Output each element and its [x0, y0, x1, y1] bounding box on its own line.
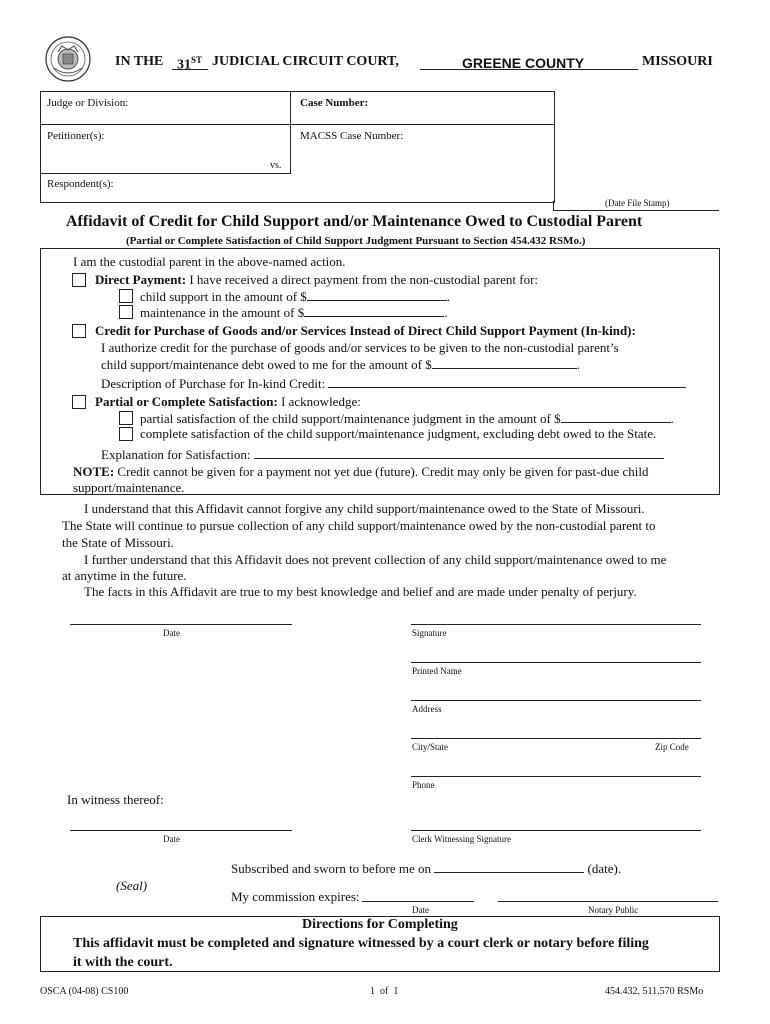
clerk-signature-label: Clerk Witnessing Signature [412, 834, 511, 844]
county-name: GREENE COUNTY [462, 55, 585, 71]
child-support-checkbox[interactable] [119, 289, 133, 303]
city-state-line[interactable] [411, 738, 701, 739]
intro-text: I am the custodial parent in the above-named action. [73, 254, 346, 269]
understand-p1a: I understand that this Affidavit cannot forgive any child support/maintenance owed to the State of Missouri. [84, 501, 645, 516]
satisfaction-checkbox[interactable] [72, 395, 86, 409]
date-file-stamp-label: (Date File Stamp) [605, 198, 670, 208]
explanation-field[interactable] [254, 446, 664, 459]
commission-date-line[interactable] [362, 901, 474, 902]
explanation-text: Explanation for Satisfaction: [101, 446, 664, 463]
complete-satisfaction-text: complete satisfaction of the child support/maintenance judgment, excluding debt owed to the State. [140, 426, 657, 441]
directions-heading: Directions for Completing [302, 917, 458, 932]
understand-p1c: the State of Missouri. [62, 535, 174, 550]
city-state-label: City/State [412, 742, 448, 752]
note-text: NOTE: Credit cannot be given for a payment not yet due (future). Credit may only be given for past-due child [73, 464, 649, 479]
maintenance-text: maintenance in the amount of $ . [140, 305, 448, 320]
header-state: MISSOURI [642, 54, 713, 69]
description-text: Description of Purchase for In-kind Credit: [101, 375, 686, 392]
signature-label: Signature [412, 628, 447, 638]
in-kind-amount-field[interactable] [432, 356, 577, 369]
partial-satisfaction-checkbox[interactable] [119, 411, 133, 425]
printed-name-line[interactable] [411, 662, 701, 663]
petitioner-label: Petitioner(s): [47, 130, 105, 142]
header-court: JUDICIAL CIRCUIT COURT, [212, 54, 399, 69]
respondent-label: Respondent(s): [47, 178, 114, 190]
witness-label: In witness thereof: [67, 792, 164, 807]
authorize-text-1: I authorize credit for the purchase of goods and/or services to be given to the non-custodial parent’s [101, 340, 619, 355]
maintenance-amount-field[interactable] [304, 304, 444, 317]
understand-p1b: The State will continue to pursue collection of any child support/maintenance owed by the non-custodial parent to [62, 518, 656, 533]
seal-label: (Seal) [116, 878, 148, 893]
vs-label: vs. [270, 160, 282, 171]
child-support-amount-field[interactable] [307, 288, 447, 301]
signature-line[interactable] [411, 624, 701, 625]
understand-p3: The facts in this Affidavit are true to my best knowledge and belief and are made under penalty of perjury. [84, 584, 637, 599]
circuit-number: 31ST [177, 55, 203, 73]
notary-line[interactable] [498, 901, 718, 902]
phone-label: Phone [412, 780, 435, 790]
maintenance-checkbox[interactable] [119, 305, 133, 319]
commission-text: My commission expires: [231, 889, 360, 904]
clerk-signature-line[interactable] [411, 830, 701, 831]
form-id: OSCA (04-08) CS100 [40, 986, 129, 997]
subscribed-text: Subscribed and sworn to before me on (date). [231, 861, 622, 876]
note-text-2: support/maintenance. [73, 480, 185, 495]
in-kind-credit-label: Credit for Purchase of Goods and/or Services Instead of Direct Child Support Payment (In-kind): [95, 323, 636, 338]
header-in-the: IN THE [115, 54, 164, 69]
date-label: Date [163, 628, 180, 638]
form-subtitle: (Partial or Complete Satisfaction of Child Support Judgment Pursuant to Section 454.432 RSMo.) [126, 235, 586, 247]
in-kind-credit-checkbox[interactable] [72, 324, 86, 338]
witness-date-label: Date [163, 834, 180, 844]
case-number-label: Case Number: [300, 97, 369, 109]
missouri-state-seal-icon [44, 34, 92, 84]
notary-label: Notary Public [588, 905, 639, 915]
child-support-text: child support in the amount of $ . [140, 289, 451, 304]
date-line[interactable] [70, 624, 292, 625]
form-title: Affidavit of Credit for Child Support and/or Maintenance Owed to Custodial Parent [66, 213, 643, 230]
address-label: Address [412, 704, 442, 714]
complete-satisfaction-checkbox[interactable] [119, 427, 133, 441]
direct-payment-checkbox[interactable] [72, 273, 86, 287]
directions-line-2: it with the court. [73, 955, 173, 970]
authorize-text-2: child support/maintenance debt owed to me for the amount of $ . [101, 357, 580, 372]
directions-line-1: This affidavit must be completed and signature witnessed by a court clerk or notary before filing [73, 936, 649, 951]
printed-name-label: Printed Name [412, 666, 462, 676]
page-number: 1 of 1 [370, 986, 399, 997]
witness-date-line[interactable] [70, 830, 292, 831]
phone-line[interactable] [411, 776, 701, 777]
description-field[interactable] [328, 375, 686, 388]
satisfaction-text: Partial or Complete Satisfaction: I acknowledge: [95, 394, 361, 409]
sworn-date-field[interactable] [434, 860, 584, 873]
address-line[interactable] [411, 700, 701, 701]
partial-satisfaction-text: partial satisfaction of the child support/maintenance judgment in the amount of $ . [140, 411, 674, 426]
understand-p2a: I further understand that this Affidavit does not prevent collection of any child support/maintenance owed to me [84, 552, 667, 567]
judge-label: Judge or Division: [47, 97, 129, 109]
understand-p2b: at anytime in the future. [62, 568, 187, 583]
partial-satisfaction-amount-field[interactable] [561, 410, 671, 423]
commission-date-label: Date [412, 905, 429, 915]
macss-label: MACSS Case Number: [300, 130, 404, 142]
direct-payment-text: Direct Payment: I have received a direct payment from the non-custodial parent for: [95, 272, 539, 287]
zip-code-label: Zip Code [655, 742, 689, 752]
statute-ref: 454.432, 511.570 RSMo [605, 986, 704, 997]
